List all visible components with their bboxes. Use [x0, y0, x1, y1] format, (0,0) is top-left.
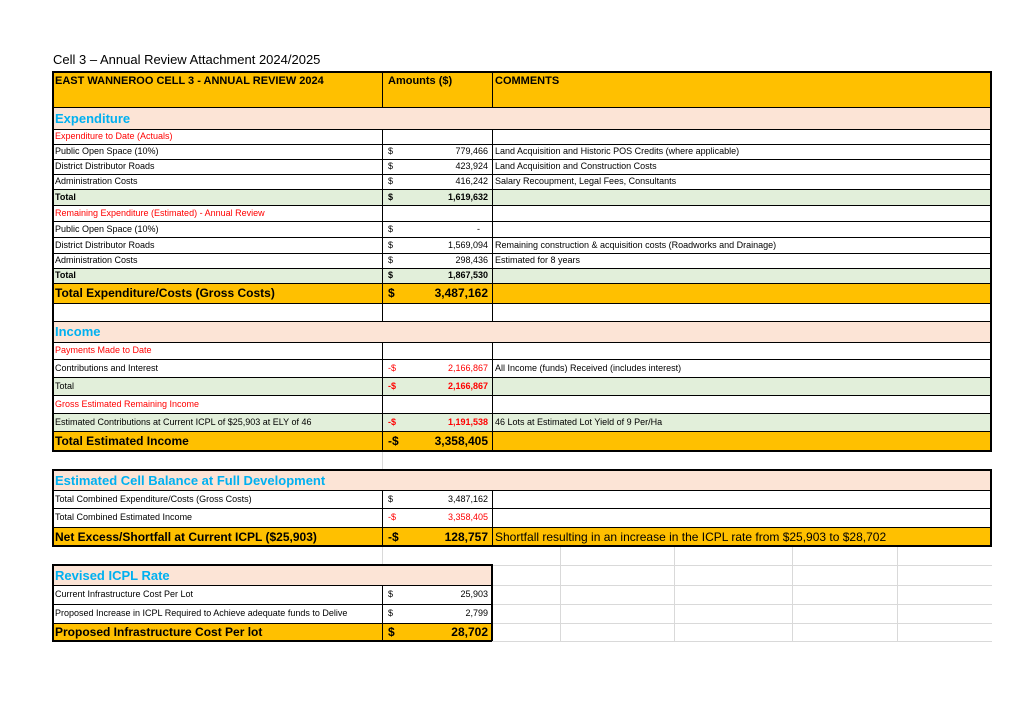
row-comment: Salary Recoupment, Legal Fees, Consultants [495, 176, 677, 186]
row-label: Total Combined Expenditure/Costs (Gross Costs) [55, 493, 252, 504]
row-label: Administration Costs [55, 176, 138, 186]
table-row [52, 395, 992, 413]
row-label: Public Open Space (10%) [55, 223, 159, 234]
row-label: Total [55, 380, 75, 391]
amount-value: 3,358,405 [434, 434, 488, 448]
row-label: Total [55, 191, 76, 202]
amount-value: 423,924 [455, 161, 488, 171]
amount-value: 25,903 [460, 589, 488, 599]
row-label: Proposed Increase in ICPL Required to Achieve adequate funds to Delive [55, 608, 348, 618]
currency-symbol: $ [388, 223, 394, 234]
row-amount [382, 221, 492, 237]
table-row [52, 253, 992, 268]
amount-value: 128,757 [444, 529, 488, 544]
row-label: District Distributor Roads [55, 161, 155, 171]
expenditure-section-row [52, 108, 992, 129]
row-comment [492, 221, 992, 237]
currency-symbol: $ [388, 255, 394, 265]
currency-symbol: -$ [388, 512, 397, 522]
row-amount [382, 189, 492, 205]
row-amount [382, 174, 492, 189]
currency-symbol: $ [388, 286, 395, 300]
row-comment: Shortfall resulting in an increase in the ICPL rate from $25,903 to $28,702 [495, 529, 887, 544]
table-row [52, 508, 992, 527]
currency-symbol: $ [388, 608, 394, 618]
grand-total-row [52, 283, 992, 303]
amount-value: 2,166,867 [447, 380, 488, 391]
table-row [52, 342, 992, 359]
row-label: District Distributor Roads [55, 239, 155, 250]
currency-symbol: $ [388, 270, 394, 280]
proposed-icpl-row [52, 623, 492, 641]
remaining-income-label: Gross Estimated Remaining Income [55, 398, 200, 409]
row-label: Net Excess/Shortfall at Current ICPL ($25,903) [55, 529, 317, 544]
row-label: Total Combined Estimated Income [55, 512, 193, 522]
subtotal-row [52, 268, 992, 283]
currency-symbol: $ [388, 239, 394, 250]
header-amounts: Amounts ($) [388, 75, 453, 87]
table-row [52, 490, 992, 508]
amount-value: - [477, 223, 480, 234]
balance-section-row [52, 470, 992, 490]
amount-value: 1,619,632 [447, 191, 488, 202]
row-comment: 46 Lots at Estimated Lot Yield of 9 Per/Ha [495, 416, 663, 427]
header-comments: COMMENTS [495, 75, 560, 87]
row-amount [382, 159, 492, 174]
row-amount [382, 490, 492, 508]
icpl-section-title: Revised ICPL Rate [55, 567, 170, 583]
net-balance-row [52, 527, 992, 546]
row-amount [382, 283, 492, 303]
header-title: EAST WANNEROO CELL 3 - ANNUAL REVIEW 2024 [55, 75, 324, 87]
income-section-title: Income [55, 324, 101, 339]
currency-symbol: -$ [388, 362, 397, 373]
currency-symbol: $ [388, 625, 395, 639]
row-amount [382, 527, 492, 546]
row-amount [382, 377, 492, 395]
amount-value: 1,867,530 [447, 270, 488, 280]
subtotal-row [52, 377, 992, 395]
row-amount [382, 253, 492, 268]
amount-value: 416,242 [455, 176, 488, 186]
row-amount [382, 237, 492, 253]
table-row [52, 174, 992, 189]
row-amount [382, 623, 492, 641]
amount-value: 1,191,538 [447, 416, 488, 427]
amount-value: 779,466 [455, 146, 488, 156]
table-row [52, 237, 992, 253]
currency-symbol: $ [388, 493, 394, 504]
currency-symbol: -$ [388, 380, 397, 391]
row-label: Total [55, 270, 76, 280]
row-amount [382, 359, 492, 377]
currency-symbol: -$ [388, 416, 397, 427]
document-title: Cell 3 – Annual Review Attachment 2024/2025 [53, 52, 321, 67]
row-label: Administration Costs [55, 255, 138, 265]
table-row [52, 144, 992, 159]
payments-made-label: Payments Made to Date [55, 345, 152, 355]
subtotal-row [52, 189, 992, 205]
currency-symbol: $ [388, 176, 394, 186]
table-row [52, 604, 492, 623]
remaining-expenditure-label: Remaining Expenditure (Estimated) - Annual Review [55, 207, 265, 218]
amount-value: 3,487,162 [434, 286, 488, 300]
row-amount [382, 144, 492, 159]
currency-symbol: $ [388, 589, 394, 599]
table-row [52, 205, 992, 221]
balance-section-title: Estimated Cell Balance at Full Development [55, 472, 326, 488]
row-amount [382, 413, 492, 431]
row-comment: Land Acquisition and Construction Costs [495, 161, 657, 171]
row-amount [382, 268, 492, 283]
table-row [52, 413, 992, 431]
currency-symbol: -$ [388, 434, 399, 448]
amount-value: 2,799 [465, 608, 488, 618]
amount-value: 1,569,094 [447, 239, 488, 250]
currency-symbol: $ [388, 161, 394, 171]
grand-total-row [52, 431, 992, 451]
row-amount [382, 431, 492, 451]
income-section-row [52, 321, 992, 342]
blank-row [52, 303, 992, 321]
row-amount [382, 604, 492, 623]
row-comment: Remaining construction & acquisition costs (Roadworks and Drainage) [495, 239, 777, 250]
table-row [52, 129, 992, 144]
table-row [52, 585, 492, 604]
currency-symbol: $ [388, 191, 394, 202]
row-label: Total Estimated Income [55, 434, 189, 448]
row-comment: Land Acquisition and Historic POS Credits (where applicable) [495, 146, 740, 156]
row-comment: Estimated for 8 years [495, 255, 581, 265]
expenditure-to-date-label: Expenditure to Date (Actuals) [55, 131, 173, 141]
table-header-row [52, 71, 992, 108]
table-row [52, 359, 992, 377]
row-comment: All Income (funds) Received (includes interest) [495, 362, 682, 373]
amount-value: 28,702 [451, 625, 488, 639]
amount-value: 3,487,162 [447, 493, 488, 504]
currency-symbol: -$ [388, 529, 399, 544]
row-label: Estimated Contributions at Current ICPL of $25,903 at ELY of 46 [55, 416, 312, 427]
row-label: Contributions and Interest [55, 362, 159, 373]
row-label: Public Open Space (10%) [55, 146, 159, 156]
currency-symbol: $ [388, 146, 394, 156]
icpl-section-row [52, 565, 492, 585]
table-row [52, 159, 992, 174]
expenditure-section-title: Expenditure [55, 111, 131, 126]
row-label: Total Expenditure/Costs (Gross Costs) [55, 286, 275, 300]
amount-value: 2,166,867 [447, 362, 488, 373]
row-label: Current Infrastructure Cost Per Lot [55, 589, 194, 599]
table-row [52, 221, 992, 237]
amount-value: 3,358,405 [447, 512, 488, 522]
amount-value: 298,436 [455, 255, 488, 265]
row-amount [382, 585, 492, 604]
row-label: Proposed Infrastructure Cost Per lot [55, 625, 263, 639]
row-amount [382, 508, 492, 527]
